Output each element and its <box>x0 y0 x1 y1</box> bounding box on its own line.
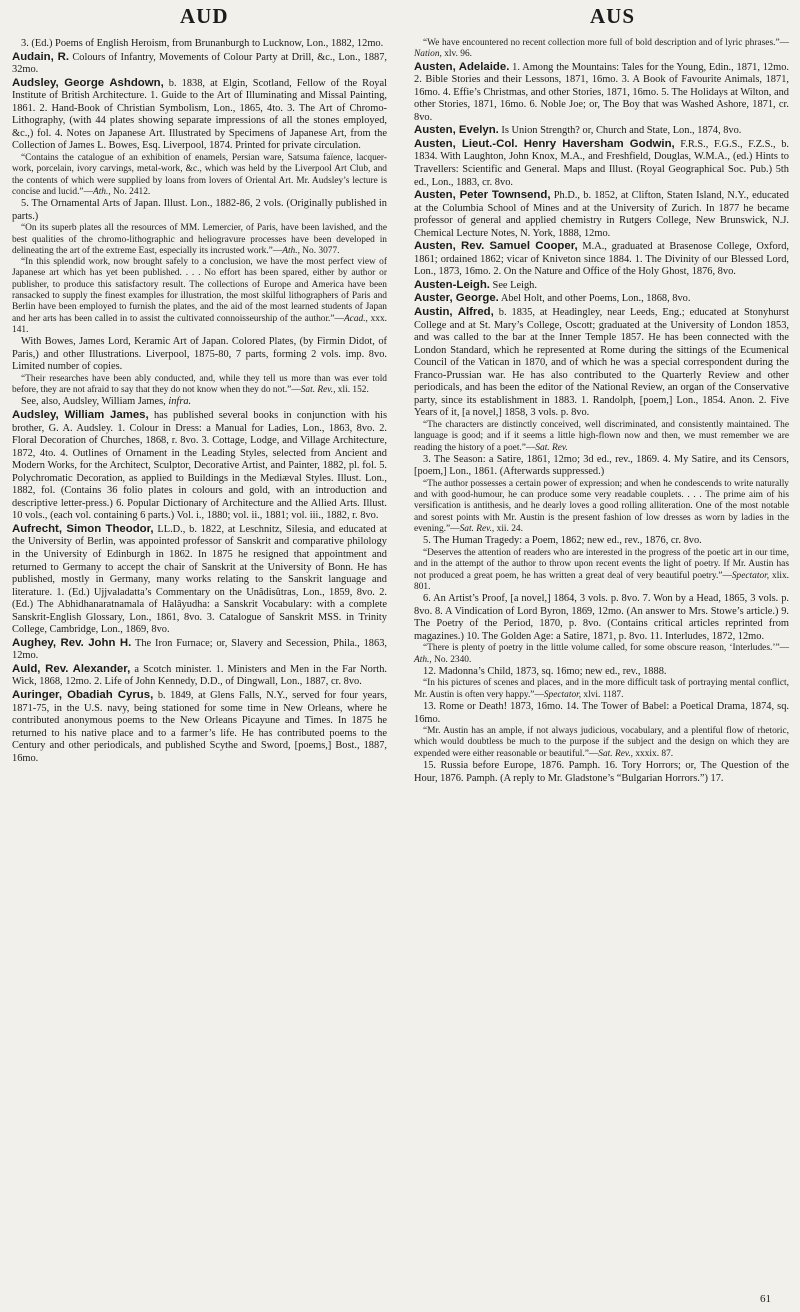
source-citation: Sat. Rev. <box>535 442 568 453</box>
biographical-entry <box>414 292 789 306</box>
entry-paragraph <box>12 198 387 223</box>
entry-text: No. 2340. <box>431 654 472 665</box>
entry-text: With Bowes, James Lord, Keramic Art of Japan. Colored Plates, (by Firmin Didot, of Paris,) and other Illustrations. Liverpool, 1875-80, 7 parts, forming 2 vols. imp. 8vo. Limited number of copies. <box>12 336 387 373</box>
biographical-entry <box>414 306 789 420</box>
entry-text: “Their researches have been ably conducted, and, while they tell us more than was ever told before, they are not afraid to say that they do not know when they do not.”— <box>12 373 387 396</box>
entry-paragraph <box>12 396 387 409</box>
entry-text: See Leigh. <box>489 279 537 291</box>
review-quotation <box>414 726 789 760</box>
page-number: 61 <box>760 1293 771 1305</box>
entry-name: Aufrecht, Simon Theodor, <box>12 522 154 535</box>
source-citation: Nation, <box>414 49 442 60</box>
entry-text: “There is plenty of poetry in the little volume called, for some obscure reason, ‘Interludes.’”— <box>423 643 789 654</box>
entry-name: Aughey, Rev. John H. <box>12 636 132 649</box>
entry-name: Auld, Rev. Alexander, <box>12 662 131 675</box>
entry-text: “In his pictures of scenes and places, and in the more difficult task of portraying mental conflict, Mr. Austin is often very happy.”— <box>414 678 789 700</box>
entry-text: Is Union Strength? or, Church and State, Lon., 1874, 8vo. <box>498 125 742 137</box>
entry-name: Austen, Evelyn. <box>414 124 499 137</box>
entry-text: 12. Madonna’s Child, 1873, sq. 16mo; new ed., rev., 1888. <box>423 665 667 677</box>
review-quotation <box>12 374 387 397</box>
biographical-entry <box>414 124 789 138</box>
entry-text: “Mr. Austin has an ample, if not always judicious, vocabulary, and a plentiful flow of rhetoric, which would doubtless be much to the purpose if the subject and the design on which they are expended were either reasonable or beautiful.”— <box>414 726 789 759</box>
review-quotation <box>414 548 789 593</box>
biographical-entry <box>12 51 387 77</box>
entry-name: Audsley, William James, <box>12 408 149 421</box>
source-citation: Sat. Rev., <box>300 385 336 396</box>
source-citation: Acad., <box>343 313 368 324</box>
biographical-entry <box>12 637 387 663</box>
entry-text: LL.D., b. 1822, at Leschnitz, Silesia, and educated at the University of Berlin, was appointed professor of Sanskrit and comparative philology in the University of Edinburgh in 1862. In 1875 he resigned that appointment and returned to Germany to accept the chair of Sanskrit at the University of Bonn. He has published, mostly in Germany, many works relating to the Sanskrit language and literature. 1. (Ed.) Ujjvaladatta’s Commentary on the Unâdisûtras, Lon., 1859, 8vo. 2. (Ed.) The Abhidhanaratnamala of Halâyudha: a Sanskrit Vocabulary: with a complete Sanskrit-English Glossary, Lon., 1861, 8vo. 3. Catalogue of Sanskrit MSS. in Trinity College, Cambridge, Lon., 1869, 8vo. <box>12 523 387 636</box>
entry-text: M.A., graduated at Brasenose College, Oxford, 1861; ordained 1862; vicar of Kniveton since 1884. 1. The Divinity of our Blessed Lord, Lon., 1873, 16mo. 2. On the Nature and Office of the Holy Ghost, 1876, 8vo. <box>414 241 790 278</box>
biographical-entry <box>12 409 387 523</box>
entry-text: Abel Holt, and other Poems, Lon., 1868, 8vo. <box>498 293 691 305</box>
entry-name: Austen-Leigh. <box>414 278 490 291</box>
entry-name: Austen, Lieut.-Col. Henry Haversham Godwin, <box>414 137 675 150</box>
entry-text: 3. (Ed.) Poems of English Heroism, from Brunanburgh to Lucknow, Lon., 1882, 12mo. <box>21 38 384 49</box>
header-right-guide-word: AUS <box>590 4 636 28</box>
review-quotation <box>414 38 789 61</box>
entry-name: Austin, Alfred, <box>414 305 494 318</box>
entry-text: “The author possesses a certain power of expression; and when he condescends to write naturally and with good-humour, he can produce some very readable couplets. . . . The prime aim of his versification is antithesis, and he dearly loves a good rolling alliteration. One of the most notable and sorest points with Mr. Austin is the present fashion of low dresses as worn by ladies in the evening.”— <box>414 478 789 535</box>
entry-name: Auringer, Obadiah Cyrus, <box>12 688 154 701</box>
entry-name: Auster, George. <box>414 292 499 305</box>
entry-paragraph <box>414 535 789 548</box>
entry-text: 3. The Season: a Satire, 1861, 12mo; 3d ed., rev., 1869. 4. My Satire, and its Censors, [poem,] Lon., 1861. (Afterwards suppressed.) <box>414 453 789 478</box>
running-header <box>0 4 800 30</box>
entry-text: 5. The Human Tragedy: a Poem, 1862; new ed., rev., 1876, cr. 8vo. <box>423 535 702 547</box>
entry-text: b. 1835, at Headingley, near Leeds, Eng.; educated at Stonyhurst College and at St. Mary’s College, Oscott; graduated at the University of London 1853, and was called to the bar at the Inner Temple 1857. He has been connected with the London Standard, which he represented at Rome during the sittings of the Ecumenical Council of the Vatican in 1870, and of which he was a special correspondent during the Franco-Prussian war. He has also contributed to the Quarterly Review and other periodicals, and has been the editor of the National Review, an organ of the Conservative party, since its establishment in 1883. 1. Randolph, [poem,] Lon., 1854. Anon. 2. Five Years of it, [a novel,] 1858, 3 vols. p. 8vo. <box>414 306 789 419</box>
entry-text: Ph.D., b. 1852, at Clifton, Staten Island, N.Y., educated at the Columbia School of Mines and at the University of Zurich. In 1877 he became professor of general and applied chemistry in Rutgers College, New Brunswick, N.J. Chemical Lecture Notes, N. York, 1888, 12mo. <box>414 190 789 239</box>
source-citation: Ath., <box>414 654 432 665</box>
entry-text: 13. Rome or Death! 1873, 16mo. 14. The Tower of Babel: a Poetical Drama, 1874, sq. 16mo. <box>414 701 789 725</box>
entry-text: 15. Russia before Europe, 1876. Pamph. 16. Tory Horrors; or, The Question of the Hour, 1876. Pamph. (A reply to Mr. Gladstone’s “Bulgarian Horrors.”) 17. <box>414 760 789 784</box>
entry-paragraph <box>414 701 789 726</box>
source-citation: Sat. Rev., <box>459 524 495 535</box>
entry-text: xlix. 801. <box>414 570 789 592</box>
entry-text: xlv. 96. <box>441 49 472 60</box>
source-citation: Sat. Rev., <box>598 748 634 759</box>
biographical-entry <box>414 189 789 240</box>
entry-name: Austen, Peter Townsend, <box>414 189 551 202</box>
entry-text: “Contains the catalogue of an exhibition of enamels, Persian ware, Satsuma faïence, lacquer-work, porcelain, ivory carvings, metal-work, &c., which was held by the Liverpool Art Club, and the contents of which were supplied by loans from lovers of Oriental Art. Mr. Audsley’s lecture is concise and lucid.”— <box>12 152 387 197</box>
entry-text: 5. The Ornamental Arts of Japan. Illust. Lon., 1882-86, 2 vols. (Originally published in parts.) <box>12 198 387 222</box>
entry-text: xli. 152. <box>335 385 369 396</box>
review-quotation <box>414 643 789 666</box>
entry-paragraph <box>414 760 789 785</box>
entry-text: b. 1849, at Glens Falls, N.Y., served for four years, 1871-75, in the U.S. navy, being stationed for some time in New Orleans, where he contributed anonymous poems to the New Orleans Picayune and Times. In 1875 he returned to his native place and to a farmer’s life. He has contributed poems to the Century and other periodicals, and published Scythe and Sword, [poems,] Bost., 1887, 16mo. <box>12 689 387 764</box>
entry-text: The Iron Furnace; or, Slavery and Secession, Phila., 1863, 12mo. <box>12 637 387 662</box>
entry-paragraph <box>12 336 387 374</box>
entry-text: a Scotch minister. 1. Ministers and Men in the Far North. Wick, 1868, 12mo. 2. Life of John Kennedy, D.D., of Dingwall, Lon., 1887, cr. 8vo. <box>12 663 387 688</box>
review-quotation <box>414 678 789 701</box>
entry-text: 6. An Artist’s Proof, [a novel,] 1864, 3 vols. p. 8vo. 7. Won by a Head, 1865, 3 vols. p. 8vo. 8. A Vindication of Lord Byron, 1869, 12mo. (An answer to Mrs. Stowe’s article.) 9. The Poetry of the Period, 1870, p. 8vo. (Contains critical articles reprinted from magazines.) 10. The Golden Age: a Satire, 1871, p. 8vo. 11. Interludes, 1872, 12mo. <box>414 593 789 642</box>
source-citation: Ath., <box>282 245 300 256</box>
biographical-entry <box>414 240 789 279</box>
entry-text: See, also, Audsley, William James, <box>21 396 169 408</box>
review-quotation <box>12 223 387 257</box>
biographical-entry <box>12 663 387 689</box>
entry-text: xlvi. 1187. <box>581 689 624 700</box>
review-quotation <box>12 257 387 336</box>
entry-paragraph <box>414 454 789 479</box>
entry-text: F.R.S., F.G.S., F.Z.S., b. 1834. With Laughton, John Knox, M.A., and Freshfield, Douglas, W.M.A., (ed.) Hints to Travellers: Scientific and General. Maps and Illust. (Royal Geographical Soc. Pub.) 5th ed., Lon., 1883, cr. 8vo. <box>414 138 789 188</box>
entry-text: “Deserves the attention of readers who are interested in the progress of the poetic art in our time, and in the attempt of the author to throw upon recent events the light of poetry. If Mr. Austin has not produced a great poem, he has written a great deal of very beautiful poetry.”— <box>414 547 789 581</box>
source-citation: Spectator, <box>543 689 582 700</box>
left-column <box>12 38 387 765</box>
entry-text: xxx. 141. <box>12 313 388 335</box>
entry-name: Austen, Adelaide. <box>414 60 510 73</box>
entry-text: No. 3077. <box>299 245 340 256</box>
entry-text: xii. 24. <box>494 524 523 535</box>
biographical-entry <box>414 61 789 125</box>
entry-paragraph <box>414 666 789 679</box>
biographical-entry <box>12 77 387 153</box>
entry-paragraph <box>414 593 789 643</box>
entry-text: has published several books in conjunction with his brother, G. A. Audsley. 1. Colour in Dress: a Manual for Ladies, Lon., 1863, 8vo. 2. Floral Decoration of Churches, 1868, r. 8vo. 3. Cottage, Lodge, and Village Architecture, 1872, 4to. 4. Outlines of Ornament in the Leading Styles, selected from Ancient and Modern Works, for the Architect, Sculptor, Decorative Artist, and Painter, 1882, pl. fol. 5. Polychromatic Decoration, as applied to Buildings in the Mediæval Styles. Illust. Lon., 1882, fol. (Contains 36 folio plates in colours and gold, with an introduction and descriptive letter-press.) 6. Popular Dictionary of Architecture and the Allied Arts. Illust. 10 vols., (each vol. containing 6 parts.) Vol. i., 1880; vol. ii., 1881; vol. iii., 1882, r. 8vo. <box>12 409 387 522</box>
biographical-entry <box>414 138 789 189</box>
source-citation: Ath., <box>92 186 111 197</box>
entry-text: “The characters are distinctly conceived, well discriminated, and consistently maintained. The language is good; and if it seems a little high-flown now and then, we must remember we are reading the history of a poet.”— <box>414 419 789 453</box>
review-quotation <box>414 479 789 535</box>
source-citation: infra. <box>168 396 192 408</box>
entry-text: No. 2412. <box>110 186 151 197</box>
entry-text: b. 1838, at Elgin, Scotland, Fellow of the Royal Institute of British Architecture. 1. Guide to the Art of Illuminating and Missal Painting, 1861. 2. Hand-Book of Christian Symbolism, Lon., 1865, 4to. 3. The Art of Chromo-Lithography, (with 44 plates showing separate impressions of all the stones employed, &c.,) fol. 4. Notes on Japanese Art. Illustrated by Specimens of Japanese Art, from the Collection of James L. Bowes, Esq. Liverpool, 1874. Printed for private circulation. <box>12 77 387 152</box>
header-left-guide-word: AUD <box>180 4 229 28</box>
entry-text: xxxix. 87. <box>633 748 674 759</box>
entry-name: Austen, Rev. Samuel Cooper, <box>414 240 578 253</box>
entry-text: 1. Among the Mountains: Tales for the Young, Edin., 1871, 12mo. 2. Bible Stories and their Lessons, 1871, 16mo. 3. A Book of Favourite Animals, 1871, 16mo. 4. Effie’s Christmas, and other Stories, 1871, 16mo. 5. The Holidays at Wilton, and other Stories, 1871, 16mo. 6. Noble Joe; or, The Boy that was Washed Ashore, 1871, cr. 8vo. <box>414 61 789 123</box>
review-quotation <box>414 420 789 454</box>
biographical-entry <box>414 279 789 293</box>
entry-name: Audsley, George Ashdown, <box>12 76 164 89</box>
entry-text: “On its superb plates all the resources of MM. Lemercier, of Paris, have been lavished, and the best qualities of the chromo-lithographic and heliogravure processes have been developed in delineating the art of the extreme East, especially its incrusted work.”— <box>12 223 387 256</box>
source-citation: Spectator, <box>731 570 770 581</box>
entry-paragraph <box>12 38 387 51</box>
right-column <box>414 38 789 785</box>
biographical-entry <box>12 689 387 765</box>
review-quotation <box>12 153 387 198</box>
entry-text: “We have encountered no recent collection more full of bold description and of lyric phrases.”— <box>423 38 789 48</box>
entry-text: Colours of Infantry, Movements of Colour Party at Drill, &c., Lon., 1887, 32mo. <box>12 51 387 76</box>
biographical-entry <box>12 523 387 637</box>
entry-name: Audain, R. <box>12 50 70 63</box>
entry-text: “In this splendid work, now brought safely to a conclusion, we have the most perfect view of Japanese art which has yet been published. . . . No effort has been spared, either by author or publisher, to produce this satisfactory result. The collections of Europe and America have been ransacked to supply the finest examples for illustration, the most skilful lithographers of Paris and Berlin have been employed to furnish the plates, and the aid of the most learned students of Japan and her arts has been called in to assist the cultivated connoisseurship of the author.”— <box>12 257 387 324</box>
